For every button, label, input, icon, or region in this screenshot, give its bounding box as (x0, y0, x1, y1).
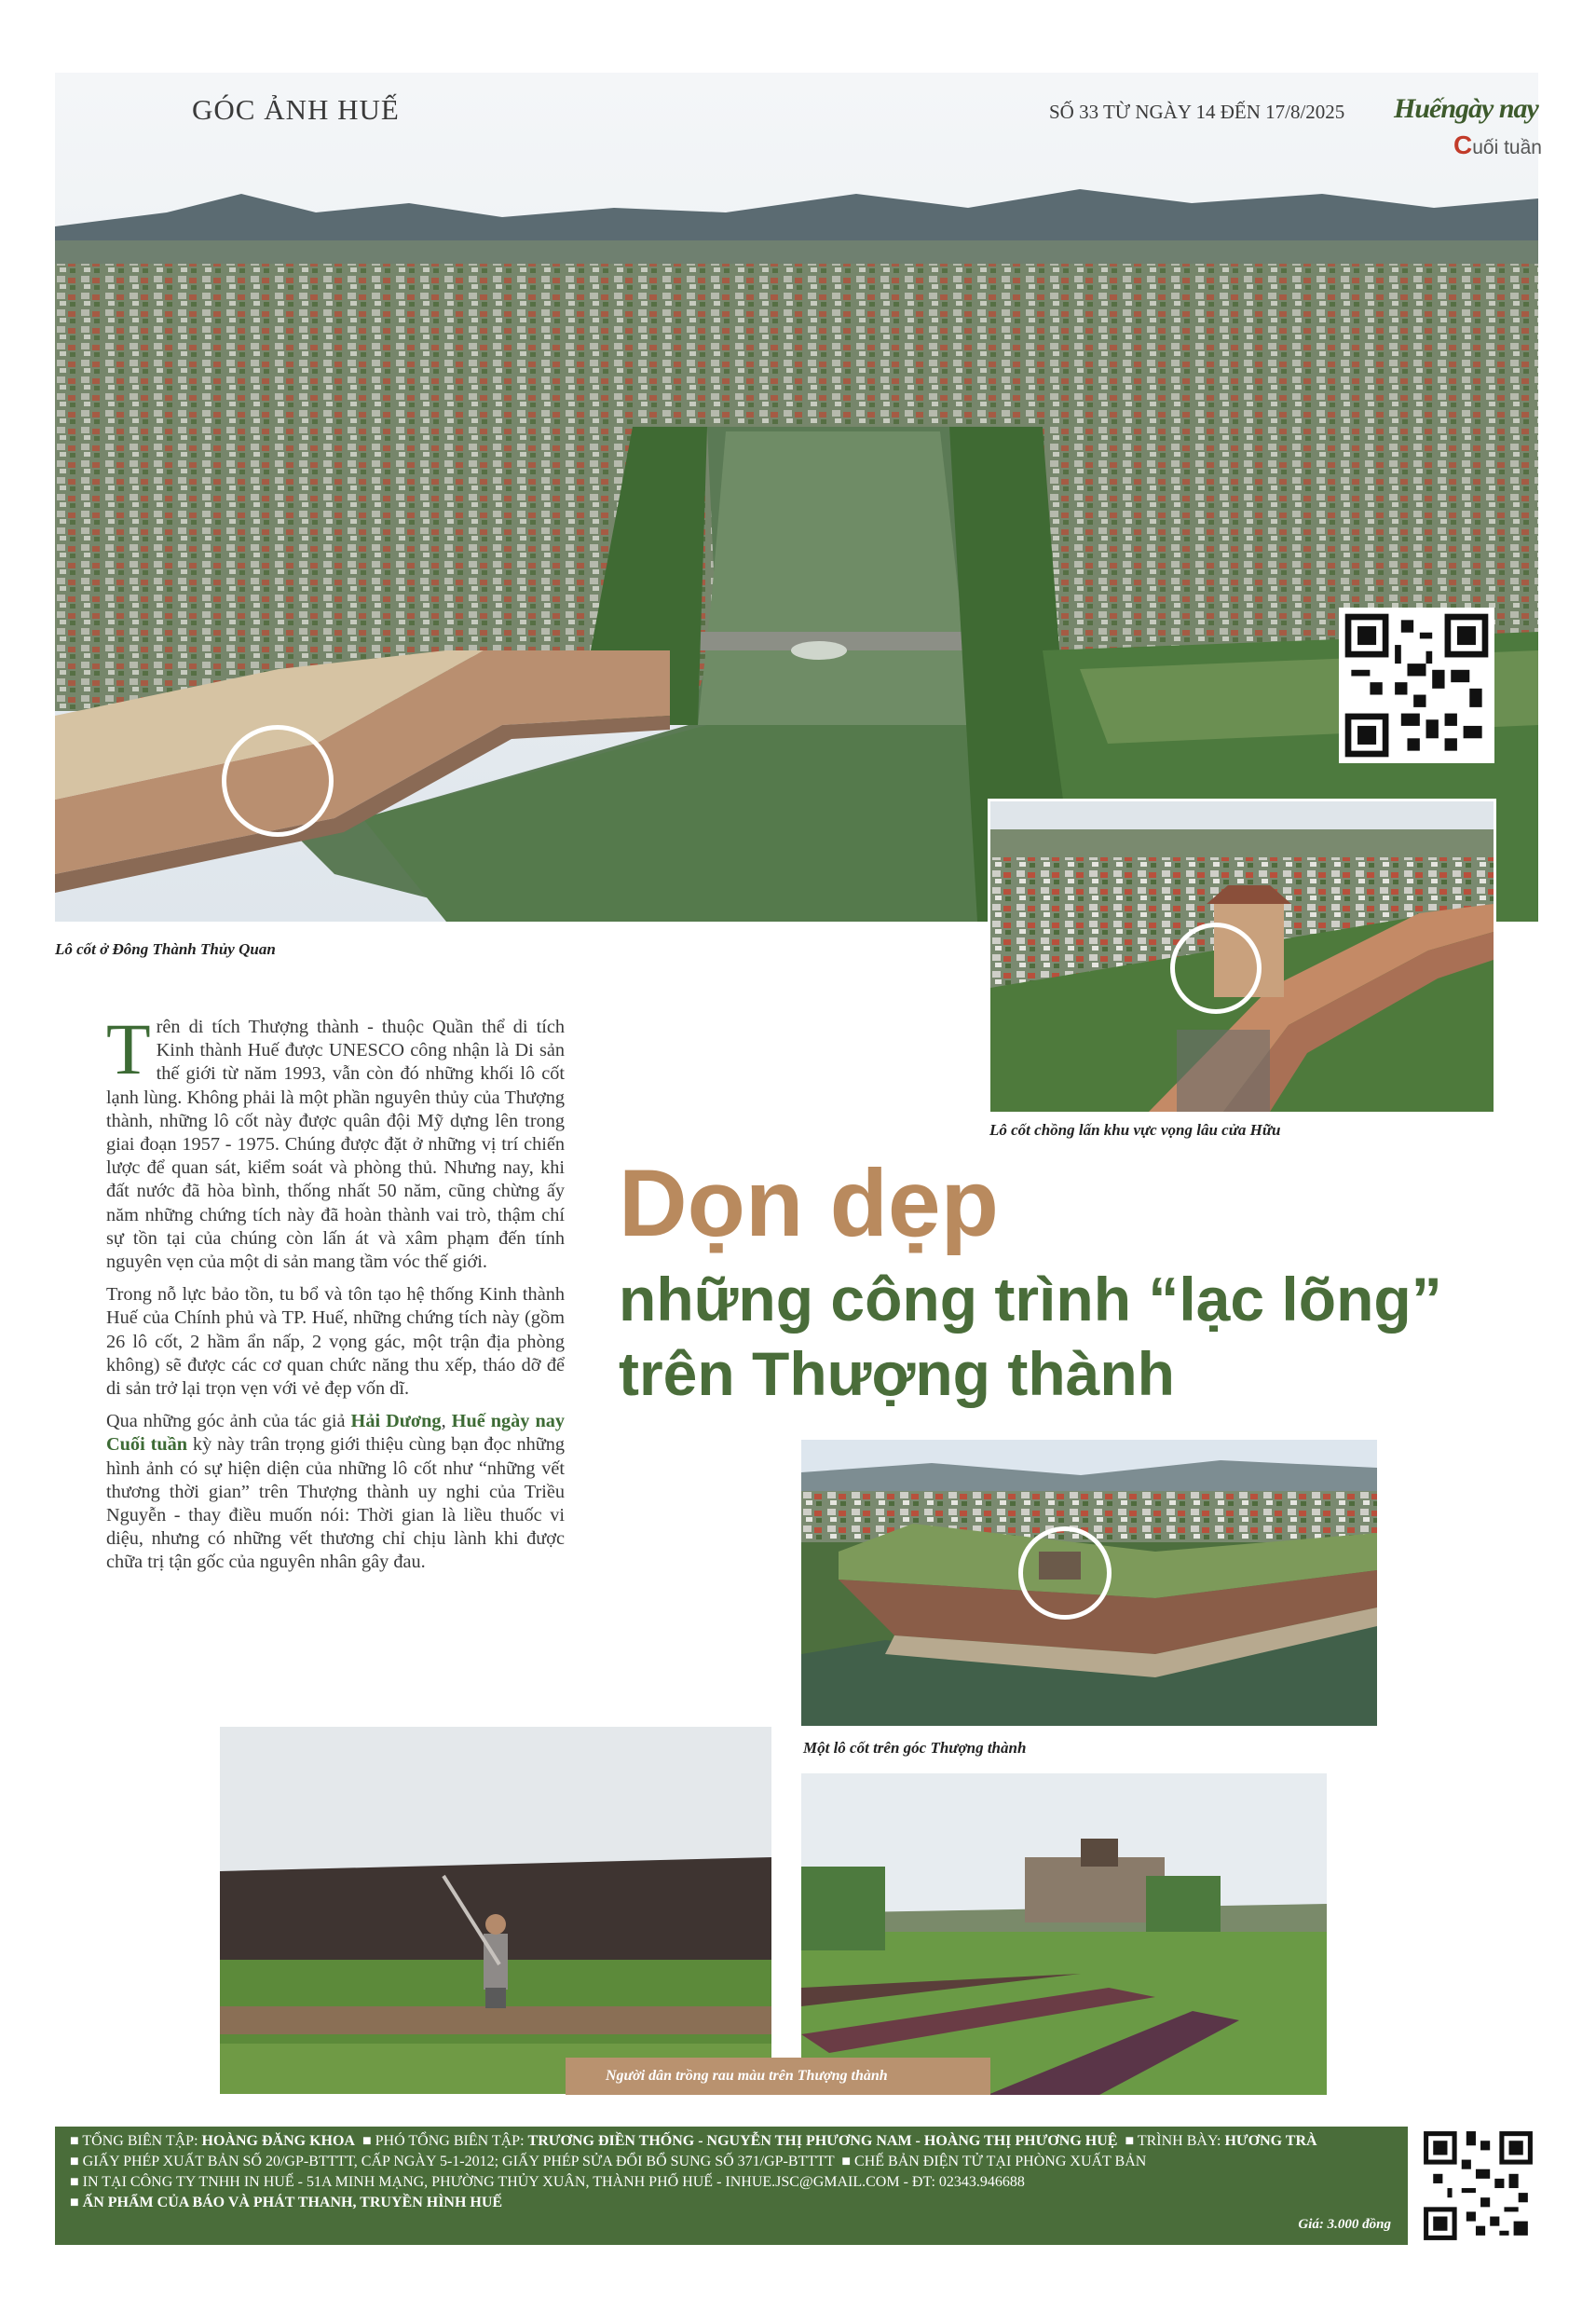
headline-line-2: những công trình “lạc lõng” (619, 1265, 1442, 1334)
headline-line-1: Dọn dẹp (619, 1150, 999, 1256)
caption-inset-photo: Lô cốt chồng lấn khu vực vọng lâu cửa Hữu (989, 1121, 1281, 1139)
footer-editor-name: HOÀNG ĐĂNG KHOA (201, 2133, 355, 2149)
masthead-footer (55, 2127, 1408, 2245)
brand-subtitle (1453, 130, 1542, 160)
footer-line-3: ■ IN TẠI CÔNG TY TNHH IN HUẾ - 51A MINH MẠNG, PHƯỜNG THỦY XUÂN, THÀNH PHỐ HUẾ - INHUE.JSC@GMAIL.COM - ĐT: 02343.946688 (70, 2174, 1025, 2190)
headline-subtitle (619, 1262, 1550, 1411)
bunker-highlight-circle (222, 725, 334, 837)
article-paragraph-1-text: rên di tích Thượng thành - thuộc Quần thể di tích Kinh thành Huế được UNESCO công nhận là Di sản thế giới từ năm 1993, vẫn còn đó những khối lô cốt lạnh lùng. Không phải là một phần nguyên thủy của Thượng thành, những lô cốt này được quân đội Mỹ dựng lên trong giai đoạn 1957 - 1975. Chúng được đặt ở những vị trí chiến lược để quan sát, kiểm soát và phòng thủ. Nhưng nay, khi đất nước đã hòa bình, thống nhất 50 năm, cũng chừng ấy năm những chứng tích này đã hoàn thành vai trò, thậm chí sự tồn tại của chúng còn lấn át và xâm phạm đến tính nguyên vẹn của một di sản mang tầm vóc thế giới. (106, 1017, 565, 1273)
qr-code[interactable] (1339, 608, 1494, 763)
p3-intro: Qua những góc ảnh của tác giả (106, 1411, 351, 1432)
p3-sep: , (441, 1411, 452, 1432)
article-paragraph-1 (106, 1008, 565, 1274)
article-paragraph-2: Trong nỗ lực bảo tồn, tu bổ và tôn tạo hệ thống Kinh thành Huế của Chính phủ và TP. Huế, những chứng tích này (gồm 26 lô cốt, 2 hầm ẩn nấp, 2 vọng gác, một trận địa phòng không) sẽ được các cơ quan chức năng thu xếp, tháo dỡ để di sản trở lại trọn vẹn với vẻ đẹp vốn dĩ. (106, 1284, 565, 1400)
inset-bunker-circle (1170, 923, 1262, 1014)
price-label: Giá: 3.000 đồng (1298, 2217, 1391, 2232)
headline-line-3: trên Thượng thành (619, 1339, 1175, 1408)
issue-info: SỐ 33 TỪ NGÀY 14 ĐẾN 17/8/2025 (1049, 101, 1345, 123)
footer-publisher: ẤN PHẨM CỦA BÁO VÀ PHÁT THANH, TRUYỀN HÌNH HUẾ (82, 2195, 503, 2210)
p3-rest: kỳ này trân trọng giới thiệu cùng bạn đọc những hình ảnh có sự hiện diện của những lô cốt như “những vết thương thời gian” trên Thượng thành uy nghi của Triều Nguyễn - thay điều muốn nói: Thời gian là liều thuốc vi diệu, nhưng có những vết thương chỉ chịu lành khi được chữa trị tận gốc của nguyên nhân gây đau. (106, 1434, 565, 1573)
brand-logo: Huếngày nay (1394, 93, 1538, 124)
corner-bunker-circle (1018, 1526, 1112, 1620)
footer-deputy-label: PHÓ TỔNG BIÊN TẬP: (375, 2133, 528, 2149)
footer-layout-name: HƯƠNG TRÀ (1224, 2133, 1317, 2149)
author-name: Hải Dương (350, 1411, 442, 1432)
article-body (106, 1008, 566, 1584)
brand-sub-text: uối tuần (1472, 137, 1542, 158)
paper-name: Huế ngày nay Cuối tuần (106, 1411, 566, 1456)
footer-printer: IN TẠI CÔNG TY TNHH IN HUẾ - 51A MINH MẠNG, PHƯỜNG THỦY XUÂN, THÀNH PHỐ HUẾ - INHUE.JSC@GMAIL.COM - ĐT: 02343.946688 (82, 2174, 1025, 2190)
section-title: GÓC ẢNH HUẾ (192, 93, 400, 126)
farmer-photo (220, 1727, 771, 2094)
caption-farm-photos: Người dân trồng rau màu trên Thượng thành (606, 2068, 888, 2084)
footer-typesetting: CHẾ BẢN ĐIỆN TỬ TẠI PHÒNG XUẤT BẢN (854, 2154, 1147, 2169)
footer-qr-code[interactable] (1419, 2127, 1537, 2245)
footer-license: GIẤY PHÉP XUẤT BẢN SỐ 20/GP-BTTTT, CẤP NGÀY 5-1-2012; GIẤY PHÉP SỬA ĐỔI BỔ SUNG SỐ 371/GP-BTTTT (82, 2154, 835, 2169)
caption-corner-photo: Một lô cốt trên góc Thượng thành (803, 1739, 1027, 1757)
footer-line-4: ■ ẤN PHẨM CỦA BÁO VÀ PHÁT THANH, TRUYỀN HÌNH HUẾ (70, 2195, 503, 2210)
footer-editor-label: TỔNG BIÊN TẬP: (82, 2133, 202, 2149)
article-paragraph-3 (106, 1410, 565, 1574)
drop-cap: T (106, 1008, 151, 1089)
footer-layout-label: TRÌNH BÀY: (1137, 2133, 1225, 2149)
brand-sub-letter: C (1453, 130, 1473, 159)
footer-line-1: ■ TỔNG BIÊN TẬP: HOÀNG ĐĂNG KHOA ■ PHÓ TỔNG BIÊN TẬP: TRƯƠNG ĐIỀN THỐNG - NGUYỄN THỊ PHƯƠNG NAM - HOÀNG THỊ PHƯƠNG HUỆ ■ TRÌNH BÀY: HƯƠNG TRÀ (70, 2133, 1317, 2149)
garden-photo (801, 1773, 1327, 2095)
footer-line-2: ■ GIẤY PHÉP XUẤT BẢN SỐ 20/GP-BTTTT, CẤP NGÀY 5-1-2012; GIẤY PHÉP SỬA ĐỔI BỔ SUNG SỐ 371/GP-BTTTT ■ CHẾ BẢN ĐIỆN TỬ TẠI PHÒNG XUẤT BẢN (70, 2154, 1147, 2169)
caption-main-photo: Lô cốt ở Đông Thành Thủy Quan (55, 940, 276, 958)
footer-deputy-names: TRƯƠNG ĐIỀN THỐNG - NGUYỄN THỊ PHƯƠNG NAM - HOÀNG THỊ PHƯƠNG HUỆ (527, 2133, 1118, 2149)
